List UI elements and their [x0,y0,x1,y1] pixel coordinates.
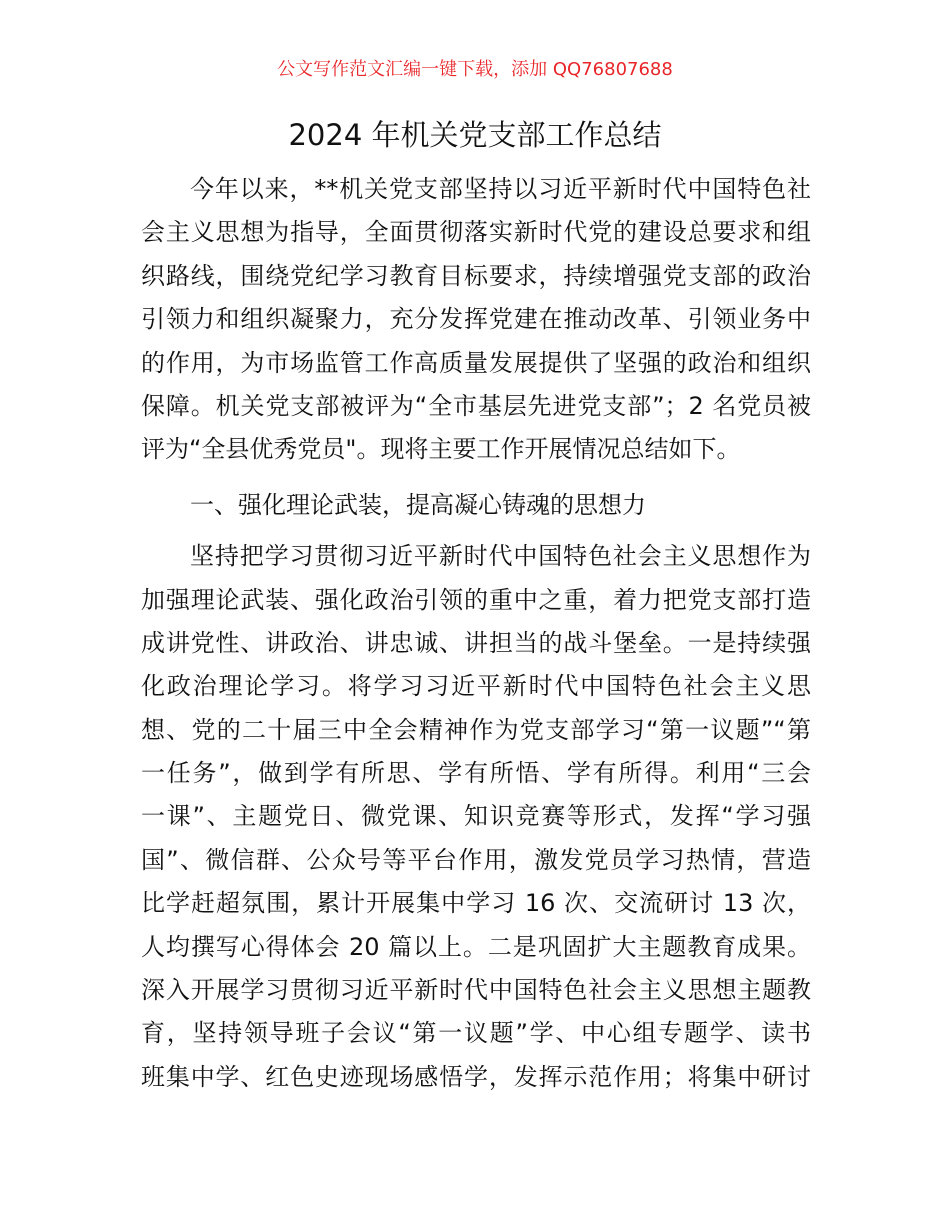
section-heading-1: 一、强化理论武装，提高凝心铸魂的思想力 [190,490,646,519]
text-line: 人均撰写心得体会 20 篇以上。二是巩固扩大主题教育成果。 [141,932,811,961]
text-line: 深入开展学习贯彻习近平新时代中国特色社会主义思想主题教 [141,976,811,1005]
text-line: 会主义思想为指导，全面贯彻落实新时代党的建设总要求和组 [141,218,811,247]
document-body [141,168,811,1099]
text-line: 想、党的二十届三中全会精神作为党支部学习“第一议题”“第 [141,715,811,744]
text-line: 化政治理论学习。将学习习近平新时代中国特色社会主义思 [141,672,811,701]
text-line: 今年以来，**机关党支部坚持以习近平新时代中国特色社 [190,175,811,203]
text-line: 班集中学、红色史迹现场感悟学，发挥示范作用；将集中研讨 [141,1062,811,1091]
text-line: 织路线，围绕党纪学习教育目标要求，持续增强党支部的政治 [141,261,811,290]
text-line: 保障。机关党支部被评为“全市基层先进党支部”；2 名党员被 [141,391,811,420]
text-line: 一课”、主题党日、微党课、知识竞赛等形式，发挥“学习强 [141,802,811,831]
text-line: 国”、微信群、公众号等平台作用，激发党员学习热情，营造 [141,845,811,874]
paragraph-intro [141,168,811,472]
text-line: 育，坚持领导班子会议“第一议题”学、中心组专题学、读书 [141,1019,811,1048]
watermark-header: 公文写作范文汇编一键下载，添加 QQ76807688 [277,59,673,80]
text-line: 成讲党性、讲政治、讲忠诚、讲担当的战斗堡垒。一是持续强 [141,628,811,657]
text-line: 引领力和组织凝聚力，充分发挥党建在推动改革、引领业务中 [141,305,811,334]
text-line: 的作用，为市场监管工作高质量发展提供了坚强的政治和组织 [141,348,811,377]
document-title: 2024 年机关党支部工作总结 [288,118,662,152]
text-line: 评为“全县优秀党员"。现将主要工作开展情况总结如下。 [141,435,741,464]
text-line: 坚持把学习贯彻习近平新时代中国特色社会主义思想作为 [190,542,811,571]
text-line: 加强理论武装、强化政治引领的重中之重，着力把党支部打造 [141,585,811,614]
paragraph-section-1 [141,535,811,1099]
text-line: 一任务”，做到学有所思、学有所悟、学有所得。利用“三会 [141,759,811,788]
text-line: 比学赶超氛围，累计开展集中学习 16 次、交流研讨 13 次， [141,889,811,918]
